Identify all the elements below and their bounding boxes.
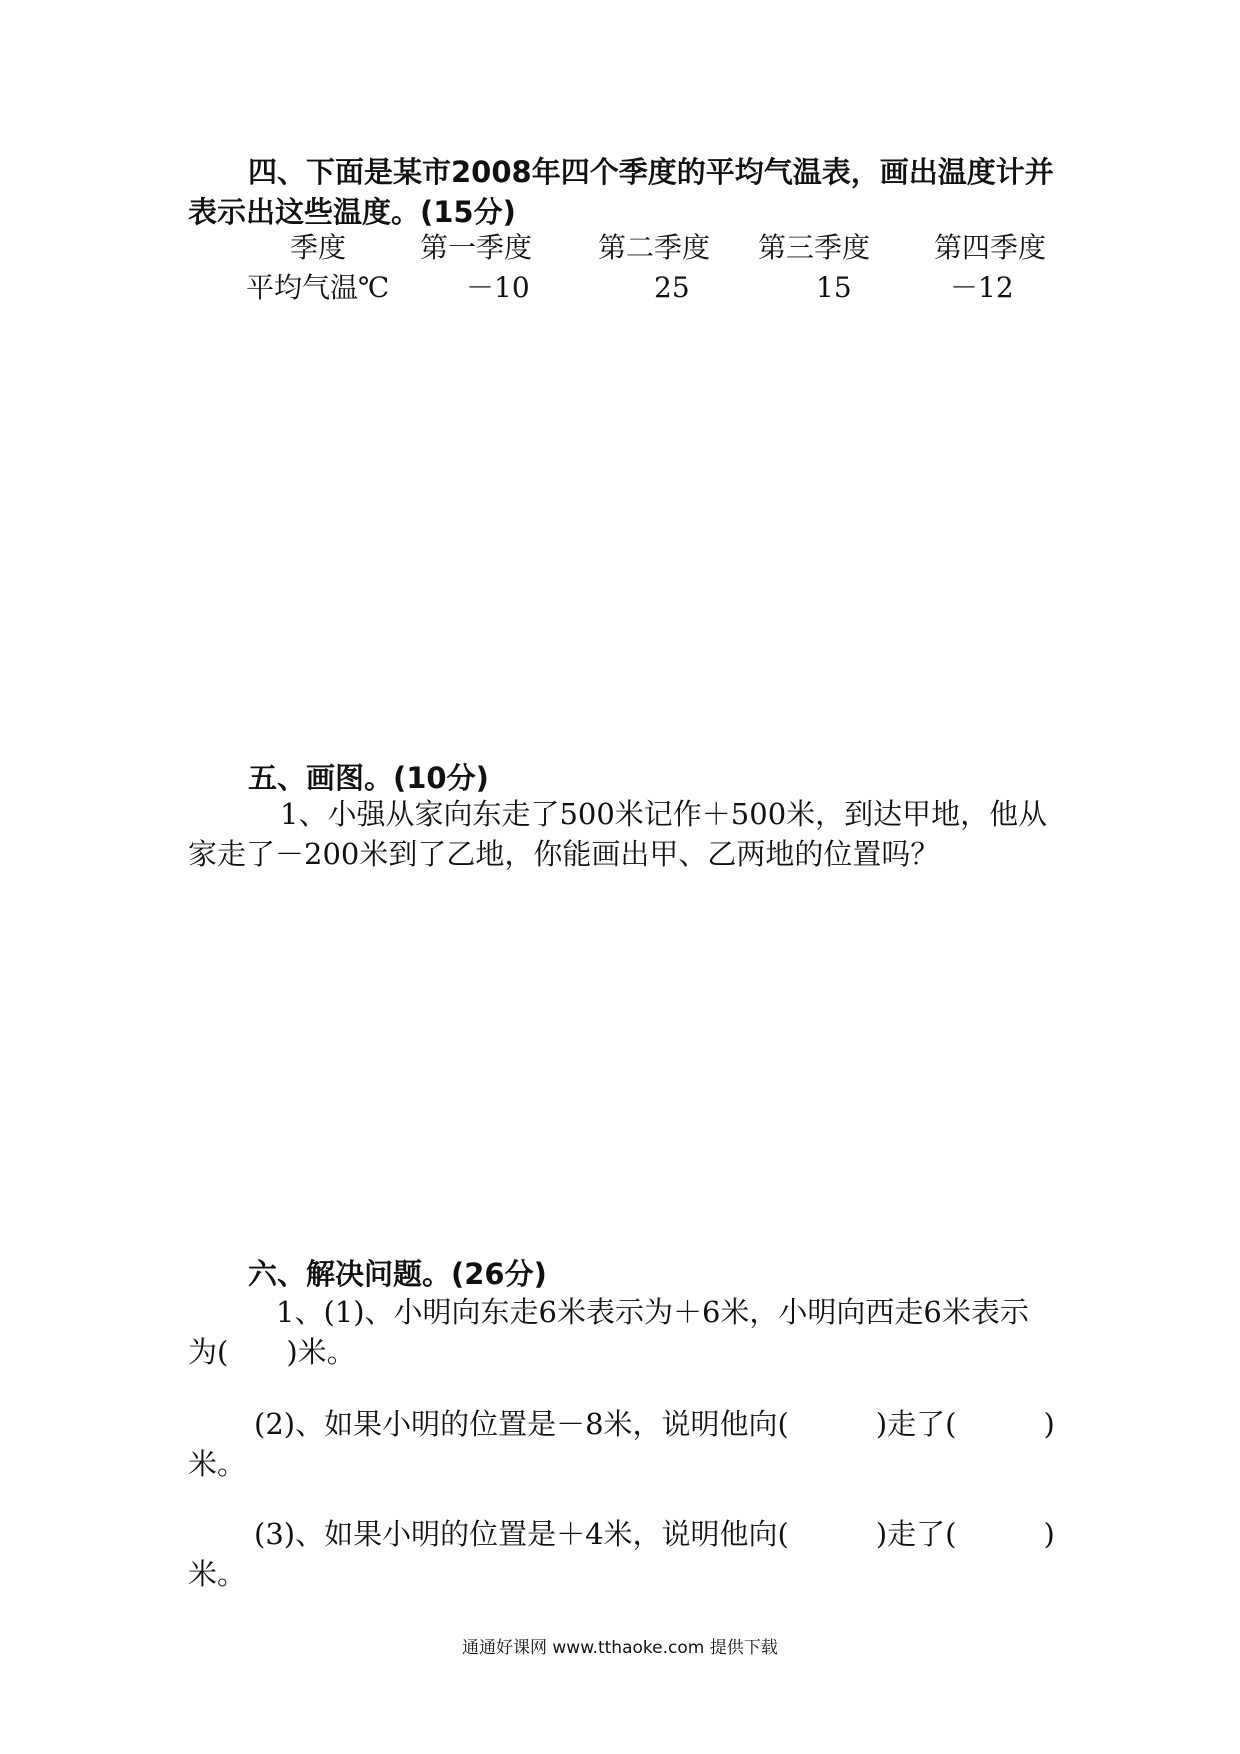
table-value-q2: 25 — [654, 271, 690, 304]
table-header-season: 季度 — [290, 231, 347, 264]
section5-title: 五、画图。(10分) — [248, 761, 489, 795]
section6-q2-line2: 米。 — [188, 1447, 247, 1481]
section6-q1-line2: 为( )米。 — [188, 1335, 356, 1369]
table-header-q4: 第四季度 — [934, 231, 1047, 264]
section6-title: 六、解决问题。(26分) — [248, 1257, 547, 1291]
section4-title-line1: 四、下面是某市2008年四个季度的平均气温表，画出温度计并 — [248, 155, 1054, 189]
table-value-q1: －10 — [466, 271, 530, 304]
section6-q1-line1: 1、(1)、小明向东走6米表示为＋6米，小明向西走6米表示 — [276, 1295, 1029, 1329]
table-header-q3: 第三季度 — [758, 231, 871, 264]
footer-text: 通通好课网 www.tthaoke.com 提供下载 — [462, 1638, 778, 1658]
section6-q3-line2: 米。 — [188, 1557, 247, 1591]
section5-q1-line2: 家走了－200米到了乙地，你能画出甲、乙两地的位置吗？ — [188, 837, 940, 871]
section5-q1-line1: 1、小强从家向东走了500米记作＋500米，到达甲地，他从 — [280, 797, 1048, 831]
table-header-q1: 第一季度 — [420, 231, 533, 264]
table-value-q4: －12 — [950, 271, 1014, 304]
section4-title-line2: 表示出这些温度。(15分) — [188, 195, 516, 229]
section6-q3-line1: (3)、如果小明的位置是＋4米，说明他向( )走了( ) — [254, 1517, 1055, 1551]
section6-q2-line1: (2)、如果小明的位置是－8米，说明他向( )走了( ) — [254, 1407, 1055, 1441]
table-value-q3: 15 — [816, 271, 852, 304]
table-row-label: 平均气温℃ — [246, 271, 390, 304]
table-header-q2: 第二季度 — [598, 231, 711, 264]
